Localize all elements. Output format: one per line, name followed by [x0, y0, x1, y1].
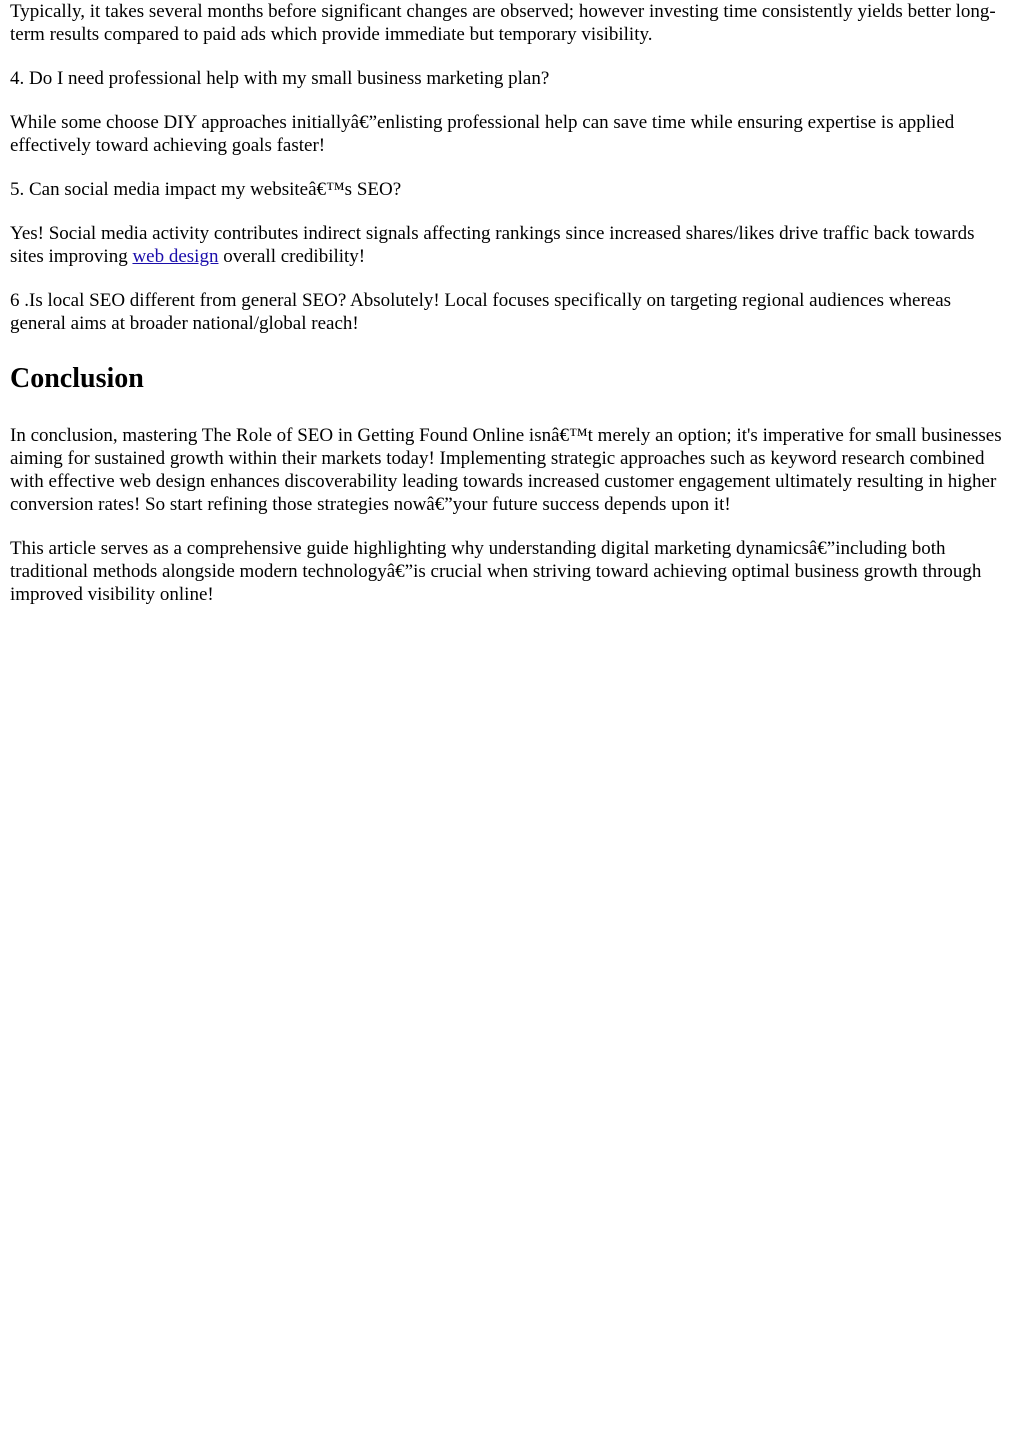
faq-question-5: 5. Can social media impact my websiteâ€™s SEO? [10, 179, 402, 200]
conclusion-heading: Conclusion [10, 363, 144, 394]
intro-paragraph: Typically, it takes several months before significant changes are observed; however investing time consistently yields better long-term results compared to paid ads which provide immediate but temporary visibility. [10, 1, 996, 45]
faq-question-6: 6 .Is local SEO different from general SEO? Absolutely! Local focuses specifically on targeting regional audiences whereas general aims at broader national/global reach! [10, 290, 952, 334]
faq-answer-4: While some choose DIY approaches initiallyâ€”enlisting professional help can save time while ensuring expertise is applied effectively toward achieving goals faster! [10, 112, 955, 156]
faq-question-4: 4. Do I need professional help with my small business marketing plan? [10, 68, 550, 89]
web-design-link[interactable]: web design [132, 246, 219, 267]
conclusion-paragraph-1: In conclusion, mastering The Role of SEO in Getting Found Online isnâ€™t merely an option; it's imperative for small businesses aiming for sustained growth within their markets today! Implementing strategic approaches such as keyword research combined with effective web design enhances discoverability leading towards increased customer engagement ultimately resulting in higher conversion rates! So start refining those strategies nowâ€”your future success depends upon it! [10, 425, 1002, 515]
faq-answer-5 [10, 222, 1010, 268]
faq-answer-5-text-before: Yes! Social media activity contributes indirect signals affecting rankings since increased shares/likes drive traffic back towards sites improving [10, 223, 975, 267]
faq-answer-5-text-after: overall credibility! [218, 246, 366, 267]
conclusion-paragraph-2: This article serves as a comprehensive guide highlighting why understanding digital marketing dynamicsâ€”including both traditional methods alongside modern technologyâ€”is crucial when striving toward achieving optimal business growth through improved visibility online! [10, 538, 982, 605]
